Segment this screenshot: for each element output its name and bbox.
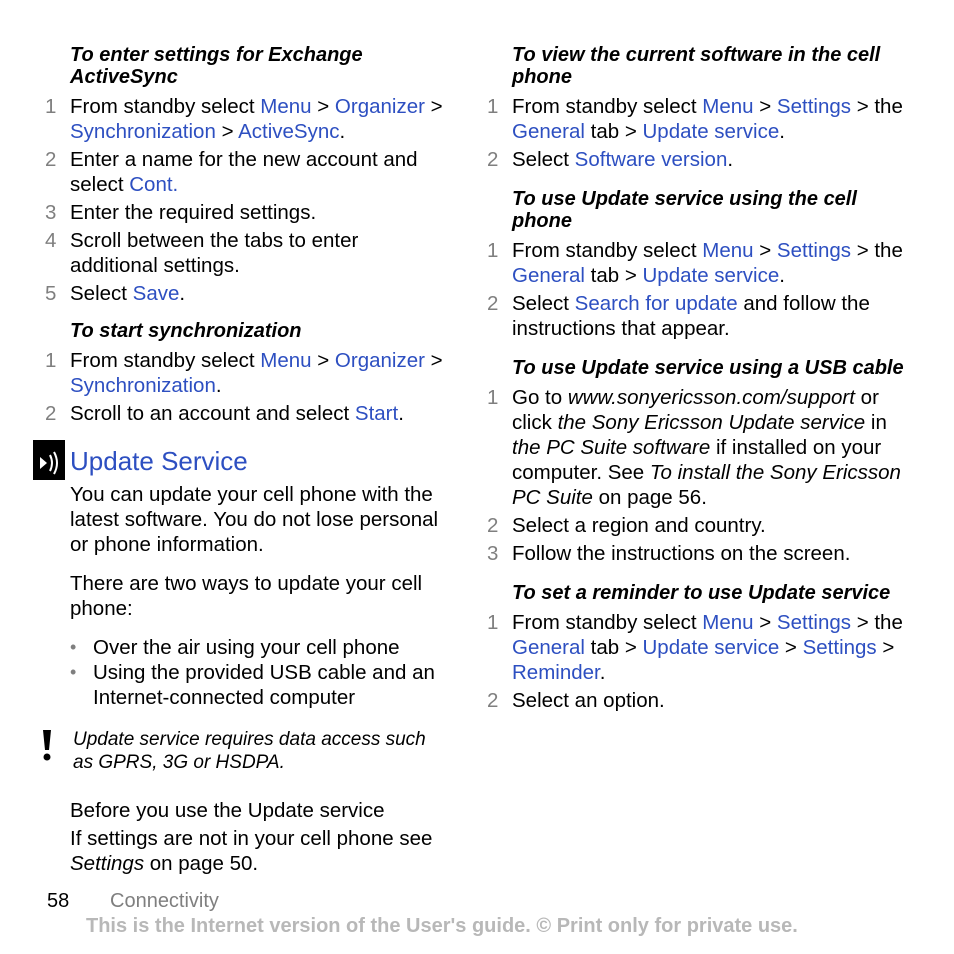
view-step-2: 2 Select Software version. bbox=[487, 148, 734, 171]
list-item: • Using the provided USB cable and an Internet-connected computer bbox=[70, 661, 435, 709]
support-url: www.sonyericsson.com/support bbox=[567, 386, 855, 409]
view-software-heading: To view the current software in the cell phone bbox=[512, 44, 881, 88]
update-service-link[interactable]: Update service bbox=[642, 120, 780, 143]
usb-update-heading: To use Update service using a USB cable bbox=[512, 357, 904, 379]
general-link[interactable]: General bbox=[512, 636, 585, 659]
menu-link[interactable]: Menu bbox=[702, 95, 754, 118]
update-ways: There are two ways to update your cell phone: bbox=[70, 572, 423, 620]
update-ways-list bbox=[70, 635, 450, 710]
general-link[interactable]: General bbox=[512, 120, 585, 143]
phone-update-heading: To use Update service using the cell phone bbox=[512, 188, 857, 232]
sync-heading: To start synchronization bbox=[70, 320, 302, 342]
section-name: Connectivity bbox=[110, 890, 219, 912]
cont-link[interactable]: Cont. bbox=[129, 173, 179, 196]
data-access-note: Update service requires data access such as GPRS, 3G or HSDPA. bbox=[73, 728, 450, 774]
exchange-step-3: 3 Enter the required settings. bbox=[45, 201, 317, 224]
exchange-step-2: 2 Enter a name for the new account and select Cont. bbox=[45, 148, 418, 196]
before-update-subhead: Before you use the Update service bbox=[70, 799, 385, 822]
exchange-step-4: 4 Scroll between the tabs to enter additional settings. bbox=[45, 229, 359, 277]
list-item: • Over the air using your cell phone bbox=[70, 636, 400, 659]
synchronization-link[interactable]: Synchronization bbox=[70, 374, 216, 397]
start-link[interactable]: Start bbox=[354, 402, 399, 425]
menu-link[interactable]: Menu bbox=[260, 349, 312, 372]
sync-step-2: 2 Scroll to an account and select Start. bbox=[45, 402, 404, 425]
wireless-update-icon bbox=[33, 440, 65, 480]
sync-step-1: 1 From standby select Menu > Organizer > Synchronization. bbox=[45, 349, 443, 397]
reminder-step-1: 1 From standby select Menu > Settings > the General tab > Update service > Settings > Reminder. bbox=[487, 611, 903, 684]
save-link[interactable]: Save bbox=[132, 282, 180, 305]
view-step-1: 1 From standby select Menu > Settings > the General tab > Update service. bbox=[487, 95, 903, 143]
exchange-heading: To enter settings for Exchange ActiveSync bbox=[70, 44, 363, 88]
settings-link[interactable]: Settings bbox=[776, 239, 851, 262]
menu-link[interactable]: Menu bbox=[260, 95, 312, 118]
usb-step-2: 2 Select a region and country. bbox=[487, 514, 766, 537]
right-column bbox=[487, 44, 907, 716]
synchronization-link[interactable]: Synchronization bbox=[70, 120, 216, 143]
settings-link[interactable]: Settings bbox=[776, 611, 851, 634]
organizer-link[interactable]: Organizer bbox=[334, 95, 425, 118]
update-service-title: Update Service bbox=[70, 446, 450, 476]
update-intro: You can update your cell phone with the latest software. You do not lose personal or phone information. bbox=[70, 483, 439, 556]
reminder-heading: To set a reminder to use Update service bbox=[512, 582, 891, 604]
usb-step-1: 1 Go to www.sonyericsson.com/support or click the Sony Ericsson Update service in the PC Suite software if installed on your computer. See To install the Sony Ericsson PC Suite on page 56. bbox=[487, 386, 901, 509]
activesync-link[interactable]: ActiveSync bbox=[238, 120, 340, 143]
settings-link[interactable]: Settings bbox=[776, 95, 851, 118]
usb-step-3: 3 Follow the instructions on the screen. bbox=[487, 542, 851, 565]
general-link[interactable]: General bbox=[512, 264, 585, 287]
exchange-step-1: 1 From standby select Menu > Organizer > Synchronization > ActiveSync. bbox=[45, 95, 443, 143]
menu-link[interactable]: Menu bbox=[702, 611, 754, 634]
update-service-link[interactable]: Update service bbox=[642, 636, 780, 659]
search-for-update-link[interactable]: Search for update bbox=[574, 292, 738, 315]
phone-step-2: 2 Select Search for update and follow the instructions that appear. bbox=[487, 292, 870, 340]
reminder-link[interactable]: Reminder bbox=[512, 661, 600, 684]
update-service-link[interactable]: Update service bbox=[642, 264, 780, 287]
settings-link[interactable]: Settings bbox=[802, 636, 877, 659]
copyright-notice: This is the Internet version of the User's guide. © Print only for private use. bbox=[86, 915, 798, 937]
organizer-link[interactable]: Organizer bbox=[334, 349, 425, 372]
reminder-step-2: 2 Select an option. bbox=[487, 689, 665, 712]
before-update-text: If settings are not in your cell phone see Settings on page 50. bbox=[70, 827, 433, 875]
page-number: 58 bbox=[47, 890, 70, 912]
exclamation-icon bbox=[40, 728, 54, 768]
phone-step-1: 1 From standby select Menu > Settings > the General tab > Update service. bbox=[487, 239, 903, 287]
software-version-link[interactable]: Software version bbox=[574, 148, 728, 171]
left-column bbox=[45, 44, 450, 890]
exchange-step-5: 5 Select Save. bbox=[45, 282, 186, 305]
menu-link[interactable]: Menu bbox=[702, 239, 754, 262]
